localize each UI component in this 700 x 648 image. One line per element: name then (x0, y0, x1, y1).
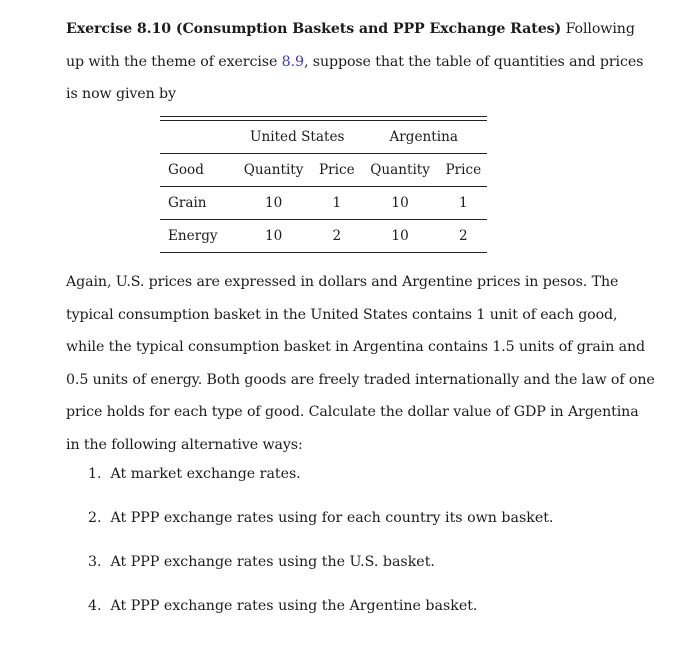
table-cell: 10 (360, 220, 439, 253)
table-cell: 1 (313, 187, 360, 220)
list-item-text: At market exchange rates. (110, 466, 301, 482)
exercise-body-text: Again, U.S. prices are expressed in dollars and Argentine prices in pesos. The typical consumption basket in the United States contains 1 unit of each good, while the typical consumption basket in Argentina contains 1.5 units of grain and 0.5 units of energy. Both goods are freely traded internationally and the law of one price holds for each type of good. Calculate the dollar value of GDP in Argentina in the following alternative ways: (66, 274, 655, 453)
table-cell: 10 (234, 220, 313, 253)
table-cell: Grain (160, 187, 234, 220)
list-item-number: 2. (88, 510, 102, 526)
table-cell: 2 (440, 220, 487, 253)
table-cell: 2 (313, 220, 360, 253)
quantities-prices-table (160, 116, 487, 253)
list-item-text: At PPP exchange rates using the Argentine basket. (110, 598, 478, 614)
country-header-us: United States (234, 121, 360, 154)
exercise-heading: Exercise 8.10 (Consumption Baskets and PPP Exchange Rates) (66, 21, 562, 37)
column-header: Quantity (234, 154, 313, 187)
exercise-reference-link[interactable]: 8.9 (281, 53, 304, 70)
table-row (160, 220, 487, 253)
list-item-text: At PPP exchange rates using the U.S. basket. (110, 554, 435, 570)
table-country-header-row (160, 121, 487, 154)
exercise-intro (66, 13, 656, 111)
list-item-number: 3. (88, 554, 102, 570)
intro-text-end: , suppose that the table of quantities and prices is now given by (66, 53, 644, 102)
table-column-header-row (160, 154, 487, 187)
list-item (88, 510, 553, 526)
list-item (88, 466, 301, 482)
table-cell: 10 (234, 187, 313, 220)
list-item (88, 554, 435, 570)
intro-text-start: Following up with the theme of exercise (66, 21, 635, 70)
table-cell: Energy (160, 220, 234, 253)
column-header: Price (313, 154, 360, 187)
list-item-number: 4. (88, 598, 102, 614)
column-header: Price (440, 154, 487, 187)
list-item (88, 598, 477, 614)
list-item-number: 1. (88, 466, 102, 482)
table-cell: 10 (360, 187, 439, 220)
column-header: Quantity (360, 154, 439, 187)
column-header: Good (160, 154, 234, 187)
list-item-text: At PPP exchange rates using for each country its own basket. (110, 510, 554, 526)
country-header-argentina: Argentina (360, 121, 487, 154)
table-cell: 1 (440, 187, 487, 220)
table-row (160, 187, 487, 220)
